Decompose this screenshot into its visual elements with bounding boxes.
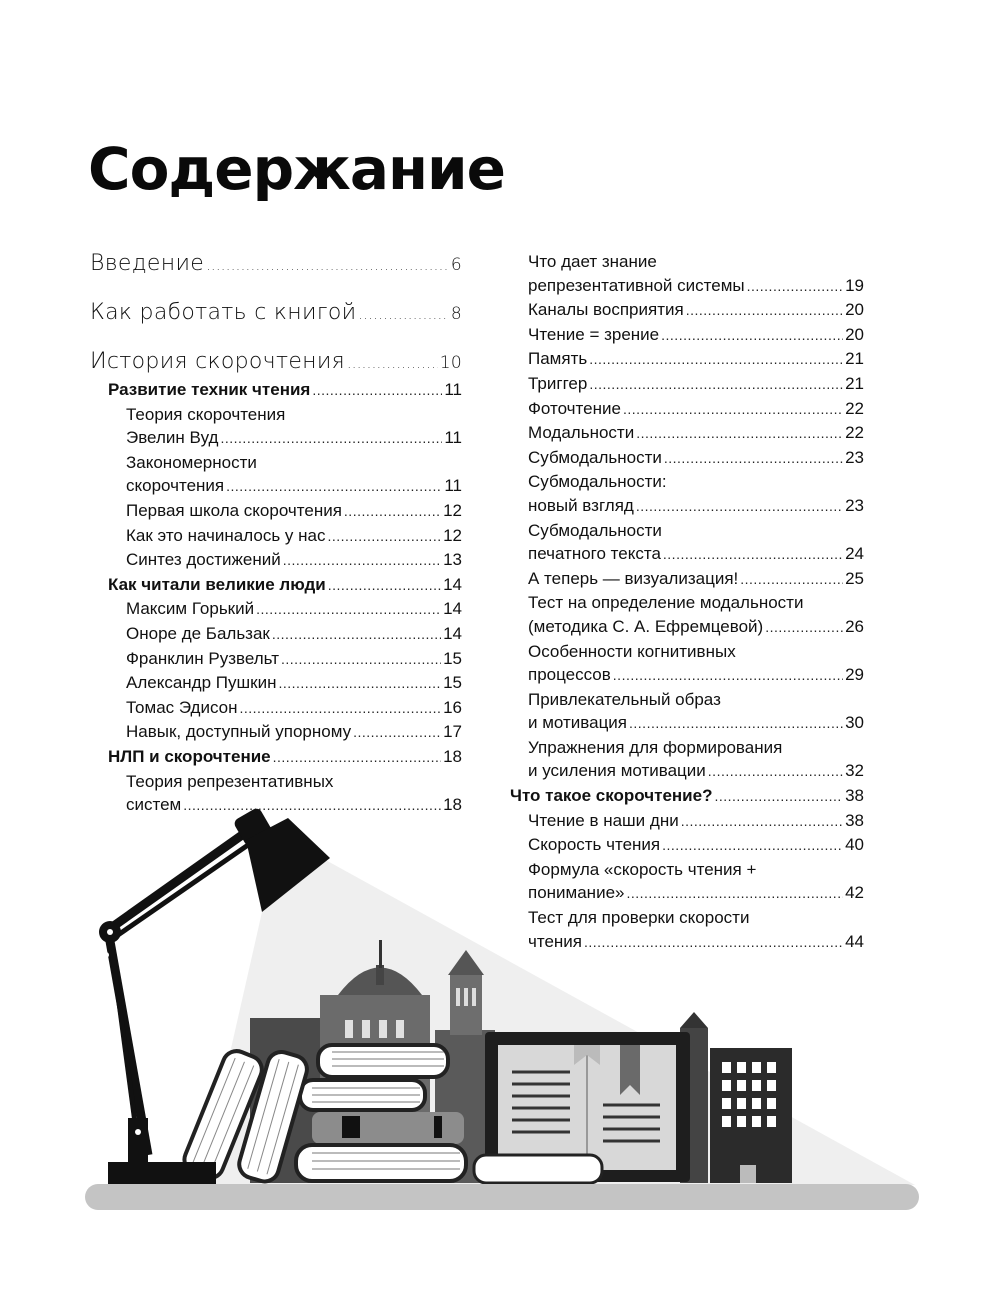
toc-entry[interactable]: [510, 397, 864, 422]
toc-page-number: 18: [443, 795, 462, 815]
toc-entry[interactable]: [90, 745, 462, 770]
toc-page-number: 10: [439, 353, 462, 373]
toc-leader-dots: [740, 568, 843, 592]
toc-leader-dots: [765, 616, 843, 640]
toc-entry-title: Синтез достижений: [126, 550, 281, 570]
toc-entry-title-line: и мотивация: [528, 713, 628, 733]
toc-page-number: 15: [443, 648, 462, 668]
toc-page-number: 38: [845, 810, 864, 830]
toc-entry-last-line: [528, 494, 864, 519]
toc-entry-title-line: Субмодальности: [528, 520, 662, 540]
toc-leader-dots: [589, 373, 843, 397]
toc-leader-dots: [283, 549, 441, 573]
toc-entry[interactable]: [510, 347, 864, 372]
toc-entry-title: Скорость чтения: [528, 835, 661, 855]
toc-entry-title-line: печатного текста: [528, 544, 661, 564]
toc-entry-title: Чтение = зрение: [528, 324, 660, 344]
toc-entry-title: НЛП и скорочтение: [108, 746, 271, 766]
toc-page-number: 23: [845, 447, 864, 467]
toc-leader-dots: [272, 623, 441, 647]
toc-entry-title-line: Особенности когнитивных: [528, 641, 736, 661]
toc-leader-dots: [636, 495, 843, 519]
desk-illustration: [0, 800, 987, 1220]
toc-left-column: [90, 250, 462, 818]
toc-entry-title: Как это начиналось у нас: [126, 525, 326, 545]
toc-entry-title-line: Привлекательный образ: [528, 689, 721, 709]
toc-leader-dots: [226, 475, 442, 499]
toc-page-number: 14: [443, 574, 462, 594]
toc-entry-title-line: и усиления мотивации: [528, 761, 706, 781]
toc-entry-title: Александр Пушкин: [126, 673, 277, 693]
toc-entry-title-line: Тест на определение модальности: [528, 593, 804, 613]
toc-entry-last-line: [528, 615, 864, 640]
toc-entry-last-line: [528, 274, 864, 299]
toc-entry-title-line: скорочтения: [126, 476, 225, 496]
toc-entry-title: Развитие техник чтения: [108, 380, 311, 399]
toc-entry-title: Первая школа скорочтения: [126, 500, 342, 520]
toc-leader-dots: [327, 525, 441, 549]
toc-entry-title-line: Субмодальности:: [528, 472, 667, 492]
toc-entry-title-line: Закономерности: [126, 452, 257, 472]
toc-leader-dots: [273, 746, 441, 770]
toc-entry-title-line: репрезентативной системы: [528, 275, 745, 295]
toc-entry[interactable]: [90, 671, 462, 696]
toc-page-number: 22: [845, 398, 864, 418]
toc-page-number: 6: [450, 255, 462, 275]
toc-entry-title-line: процессов: [528, 665, 611, 685]
toc-entry-title: Как читали великие люди: [108, 574, 326, 594]
toc-page-number: 44: [845, 931, 864, 951]
toc-page-number: 20: [845, 300, 864, 320]
toc-entry-title-line: (методика С. А. Ефремцевой): [528, 616, 764, 636]
toc-leader-dots: [589, 348, 843, 372]
toc-entry[interactable]: [510, 446, 864, 471]
toc-entry-title-line: Теория скорочтения: [126, 404, 286, 424]
toc-leader-dots: [661, 324, 843, 348]
toc-entry[interactable]: [510, 640, 864, 688]
toc-leader-dots: [347, 350, 438, 378]
toc-entry[interactable]: [90, 696, 462, 721]
toc-entry-title: Субмодальности: [528, 447, 662, 467]
toc-page-number: 16: [443, 697, 462, 717]
toc-entry-title: Томас Эдисон: [126, 697, 238, 717]
toc-entry-last-line: [528, 663, 864, 688]
toc-leader-dots: [664, 447, 843, 471]
toc-entry-last-line: [528, 759, 864, 784]
toc-entry[interactable]: [510, 372, 864, 397]
toc-leader-dots: [623, 398, 843, 422]
toc-entry-last-line: [126, 426, 462, 451]
toc-page-number: 32: [845, 761, 864, 781]
toc-entry-title: Навык, доступный упорному: [126, 722, 352, 742]
toc-page-number: 14: [443, 599, 462, 619]
toc-page-number: 15: [443, 673, 462, 693]
toc-entry-title: А теперь — визуализация!: [528, 568, 739, 588]
toc-entry-title: Каналы восприятия: [528, 300, 684, 320]
toc-entry[interactable]: [90, 622, 462, 647]
toc-entry-title: История скорочтения: [90, 349, 345, 374]
toc-entry[interactable]: [90, 378, 462, 403]
toc-page-number: 22: [845, 423, 864, 443]
toc-entry[interactable]: [90, 499, 462, 524]
toc-leader-dots: [747, 275, 843, 299]
toc-entry-title-line: Эвелин Вуд: [126, 428, 219, 448]
toc-page-number: 20: [845, 324, 864, 344]
toc-section[interactable]: [90, 250, 462, 280]
toc-page-number: 26: [845, 616, 864, 636]
toc-entry[interactable]: [90, 524, 462, 549]
toc-entry-last-line: [528, 711, 864, 736]
toc-page-number: 14: [443, 623, 462, 643]
toc-leader-dots: [206, 252, 449, 280]
toc-page-number: 11: [444, 380, 462, 399]
toc-entry-title: Франклин Рузвельт: [126, 648, 279, 668]
toc-entry[interactable]: [510, 519, 864, 567]
toc-page-number: 21: [845, 349, 864, 369]
toc-entry[interactable]: [90, 573, 462, 598]
toc-entry[interactable]: [90, 403, 462, 451]
toc-entry[interactable]: [510, 323, 864, 348]
toc-entry-title-line: систем: [126, 795, 182, 815]
toc-page-number: 21: [845, 373, 864, 393]
page-title: Содержание: [88, 135, 506, 203]
toc-entry-title-line: Формула «скорость чтения +: [528, 859, 757, 879]
toc-entry-title-line: Теория репрезентативных: [126, 771, 334, 791]
toc-entry-title: Фоточтение: [528, 398, 621, 418]
toc-entry[interactable]: [510, 470, 864, 518]
toc-entry-title-line: новый взгляд: [528, 495, 634, 515]
toc-entry-title-line: понимание»: [528, 883, 625, 903]
toc-entry[interactable]: [90, 548, 462, 573]
toc-leader-dots: [239, 697, 441, 721]
toc-leader-dots: [663, 543, 843, 567]
toc-leader-dots: [281, 648, 441, 672]
toc-entry[interactable]: [90, 597, 462, 622]
toc-entry[interactable]: [510, 567, 864, 592]
toc-entry-title-line: чтения: [528, 931, 582, 951]
toc-entry-title: Память: [528, 349, 588, 369]
toc-entry-title-line: Упражнения для формирования: [528, 737, 783, 757]
toc-page-number: 8: [450, 304, 462, 324]
toc-leader-dots: [220, 427, 442, 451]
toc-entry-title-line: Что дает знание: [528, 252, 657, 271]
toc-leader-dots: [636, 422, 843, 446]
toc-entry-title: Максим Горький: [126, 599, 255, 619]
toc-entry-title: Введение: [90, 251, 205, 276]
toc-entry[interactable]: [510, 250, 864, 298]
toc-entry-title-line: Тест для проверки скорости: [528, 908, 750, 928]
toc-section[interactable]: [90, 299, 462, 329]
toc-page-number: 30: [845, 713, 864, 733]
toc-entry-last-line: [528, 542, 864, 567]
toc-page-number: 12: [443, 525, 462, 545]
toc-leader-dots: [353, 721, 441, 745]
toc-entry[interactable]: [90, 451, 462, 499]
toc-leader-dots: [278, 672, 441, 696]
toc-leader-dots: [344, 500, 441, 524]
toc-entry-title: Как работать с книгой: [90, 300, 357, 325]
toc-leader-dots: [328, 574, 441, 598]
toc-leader-dots: [256, 598, 441, 622]
toc-page-number: 11: [444, 476, 462, 496]
toc-leader-dots: [613, 664, 843, 688]
toc-page-number: 25: [845, 568, 864, 588]
toc-entry[interactable]: [510, 421, 864, 446]
toc-page-number: 12: [443, 500, 462, 520]
toc-entry-title: Модальности: [528, 423, 635, 443]
toc-leader-dots: [629, 712, 843, 736]
toc-page-number: 29: [845, 665, 864, 685]
toc-entry-title: Что такое скорочтение?: [510, 786, 713, 806]
toc-entry[interactable]: [90, 720, 462, 745]
toc-leader-dots: [312, 379, 442, 403]
toc-entry[interactable]: [510, 688, 864, 736]
toc-page-number: 38: [845, 786, 864, 806]
toc-entry-title: Оноре де Бальзак: [126, 623, 270, 643]
toc-leader-dots: [708, 760, 843, 784]
toc-page-number: 23: [845, 495, 864, 515]
toc-leader-dots: [686, 299, 843, 323]
desk-shelf: [85, 1184, 919, 1210]
toc-page-number: 19: [845, 275, 864, 295]
toc-entry-title: Триггер: [528, 373, 588, 393]
toc-page-number: 24: [845, 544, 864, 564]
toc-page-number: 42: [845, 883, 864, 903]
toc-entry-last-line: [126, 474, 462, 499]
toc-leader-dots: [358, 301, 448, 329]
toc-section[interactable]: [90, 348, 462, 378]
toc-page-number: 13: [443, 550, 462, 570]
toc-entry[interactable]: [510, 591, 864, 639]
toc-page-number: 18: [443, 746, 462, 766]
toc-entry[interactable]: [90, 647, 462, 672]
toc-page-number: 40: [845, 835, 864, 855]
toc-entry[interactable]: [510, 736, 864, 784]
toc-page-number: 11: [444, 428, 462, 448]
toc-page-number: 17: [443, 722, 462, 742]
toc-entry[interactable]: [510, 298, 864, 323]
toc-entry-title: Чтение в наши дни: [528, 810, 679, 830]
